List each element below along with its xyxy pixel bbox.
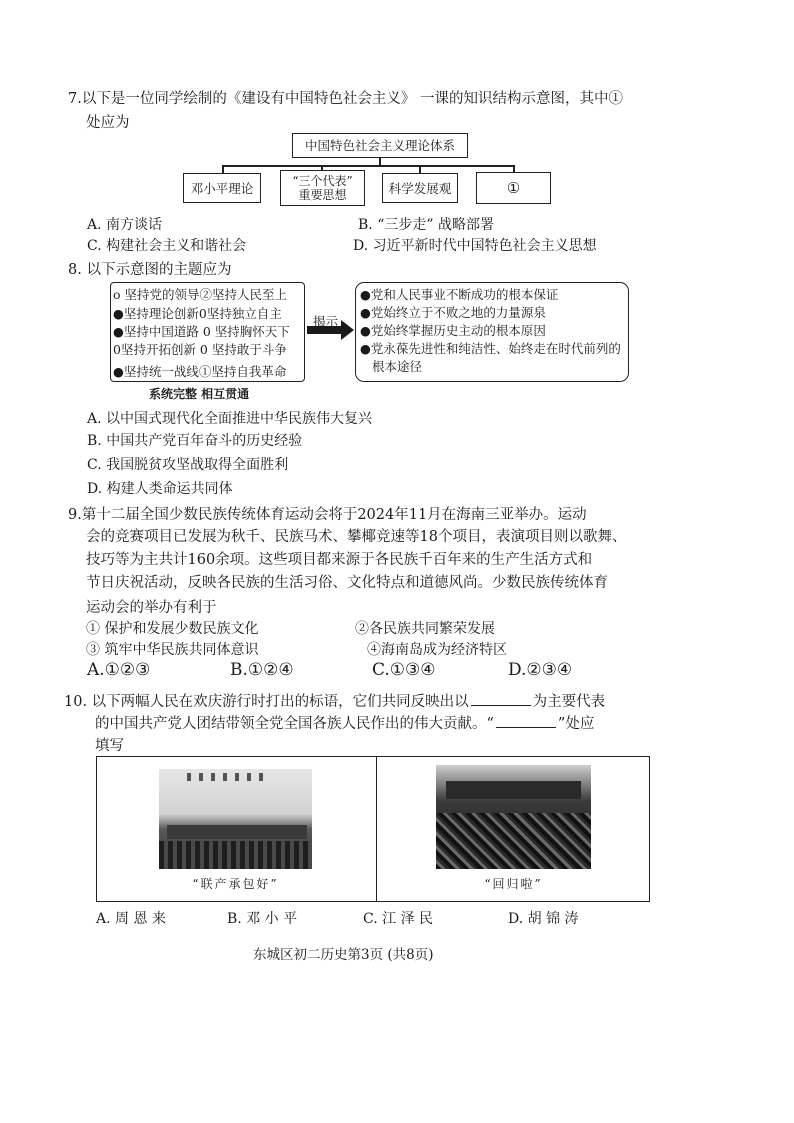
q8-right-item-5: 根本途径 — [372, 359, 423, 374]
q8-left-item-1: o 坚持党的领导②坚持人民至上 — [113, 287, 287, 302]
q9-option-a[interactable]: A.①②③ — [87, 660, 151, 680]
q9-option-d[interactable]: D.②③④ — [508, 660, 573, 680]
q8-right-item-3: ●党始终掌握历史主动的根本原因 — [360, 323, 546, 338]
q10-caption-1: “联产承包好” — [192, 877, 279, 891]
q10-option-b[interactable]: B. 邓 小 平 — [227, 911, 298, 927]
q7-connector-drop-1 — [222, 165, 224, 173]
q8-stem: 8. 以下示意图的主题应为 — [68, 262, 232, 278]
q10-photo-return — [436, 765, 591, 869]
q10-blank-2[interactable] — [496, 714, 556, 728]
q7-stem-line1: 7.以下是一位同学绘制的《建设有中国特色社会主义》 一课的知识结构示意图，其中① — [68, 91, 623, 107]
q7-box-label-2b: 重要思想 — [298, 188, 347, 202]
q8-right-item-4: ●党永葆先进性和纯洁性、始终走在时代前列的 — [360, 341, 621, 356]
q7-option-a[interactable]: A. 南方谈话 — [87, 217, 163, 233]
q7-box-scientific-dev — [382, 173, 458, 203]
q8-option-c[interactable]: C. 我国脱贫攻坚战取得全面胜利 — [87, 457, 289, 473]
q8-arrow-icon — [307, 318, 355, 342]
q10-photo-contract-balloons — [187, 773, 267, 781]
q10-photo-return-crowd — [436, 813, 591, 869]
q9-stem-line5: 运动会的举办有利于 — [86, 600, 217, 616]
q7-box-label-4: ① — [506, 179, 521, 197]
q7-option-c[interactable]: C. 构建社会主义和谐社会 — [87, 238, 247, 254]
q8-right-item-2: ●党始终立于不败之地的力量源泉 — [360, 305, 546, 320]
q9-stem-line3: 技巧等为主共计160余项。这些项目都来源于各民族千百年来的生产生活方式和 — [86, 552, 593, 568]
q7-option-b[interactable]: B. “三步走” 战略部署 — [358, 217, 494, 233]
q8-right-item-1: ●党和人民事业不断成功的根本保证 — [360, 287, 559, 302]
q10-stem-line1-post: 为主要代表 — [532, 694, 606, 710]
q10-photo-return-banner — [446, 781, 581, 799]
q10-table-divider — [376, 757, 377, 901]
q10-photo-contract-crowd — [159, 841, 312, 869]
q8-left-item-4: 0坚持开拓创新 0 坚持敢于斗争 — [113, 342, 287, 357]
q7-diagram-top-label: 中国特色社会主义理论体系 — [304, 138, 455, 153]
q10-option-d[interactable]: D. 胡 锦 涛 — [508, 911, 579, 927]
q10-image-table — [96, 756, 650, 902]
q7-stem-line2: 处应为 — [86, 115, 130, 131]
q9-option-c[interactable]: C.①③④ — [372, 660, 436, 680]
q10-blank-1[interactable] — [471, 692, 531, 706]
q7-diagram-top-box — [292, 133, 468, 158]
q7-connector-drop-3 — [419, 165, 421, 173]
q9-statement-3: ③ 筑牢中华民族共同体意识 — [86, 642, 259, 658]
q8-arrow-label: 揭示 — [313, 314, 339, 329]
q9-stem-line2: 会的竞赛项目已发展为秋千、民族马术、攀椰竞速等18个项目，表演项目则以歌舞、 — [86, 529, 627, 545]
q9-statement-1: ① 保护和发展少数民族文化 — [86, 621, 259, 637]
q7-box-blank — [476, 172, 551, 204]
q8-bottom-label: 系统完整 相互贯通 — [149, 387, 250, 401]
q7-option-d[interactable]: D. 习近平新时代中国特色社会主义思想 — [353, 238, 597, 254]
q10-stem-line2-post: ”处应 — [557, 716, 595, 732]
q10-stem-line2-pre: 的中国共产党人团结带领全党全国各族人民作出的伟大贡献。“ — [95, 716, 494, 732]
q8-option-d[interactable]: D. 构建人类命运共同体 — [87, 481, 233, 497]
q9-statement-4: ④海南岛成为经济特区 — [367, 642, 507, 658]
q7-box-deng-theory — [183, 173, 261, 203]
q10-option-a[interactable]: A. 周 恩 来 — [96, 911, 166, 927]
q8-left-item-5: ●坚持统一战线①坚持自我革命 — [113, 364, 287, 379]
q8-left-item-3: ●坚持中国道路 0 坚持胸怀天下 — [113, 324, 290, 339]
q9-stem-line1: 9.第十二届全国少数民族传统体育运动会将于2024年11月在海南三亚举办。运动 — [68, 507, 587, 523]
q10-option-c[interactable]: C. 江 泽 民 — [363, 911, 434, 927]
q8-left-item-2: ●坚持理论创新0坚持独立自主 — [113, 306, 282, 321]
q10-photo-contract — [159, 769, 312, 869]
q7-box-label-1: 邓小平理论 — [190, 180, 254, 196]
q9-stem-line4: 节日庆祝活动，反映各民族的生活习俗、文化特点和道德风尚。少数民族传统体育 — [86, 575, 608, 591]
q10-stem-line3: 填写 — [95, 738, 124, 754]
page-footer: 东城区初二历史第3页 (共8页) — [253, 947, 434, 963]
q10-caption-2: “回归啦” — [484, 877, 543, 891]
q7-box-label-2a: “三个代表” — [292, 173, 353, 188]
q8-option-a[interactable]: A. 以中国式现代化全面推进中华民族伟大复兴 — [87, 411, 373, 427]
q7-box-label-3: 科学发展观 — [388, 180, 452, 196]
q9-statement-2: ②各民族共同繁荣发展 — [355, 621, 495, 637]
q10-stem-line1 — [64, 690, 605, 711]
q8-option-b[interactable]: B. 中国共产党百年奋斗的历史经验 — [87, 433, 303, 449]
q10-stem-line1-pre: 10. 以下两幅人民在欢庆游行时打出的标语，它们共同反映出以 — [64, 694, 469, 710]
q7-box-three-represents — [280, 170, 365, 206]
q9-option-b[interactable]: B.①②④ — [230, 660, 294, 680]
q10-stem-line2 — [95, 712, 594, 733]
q10-photo-contract-banner — [167, 825, 307, 839]
q7-connector-horizontal — [222, 165, 514, 167]
